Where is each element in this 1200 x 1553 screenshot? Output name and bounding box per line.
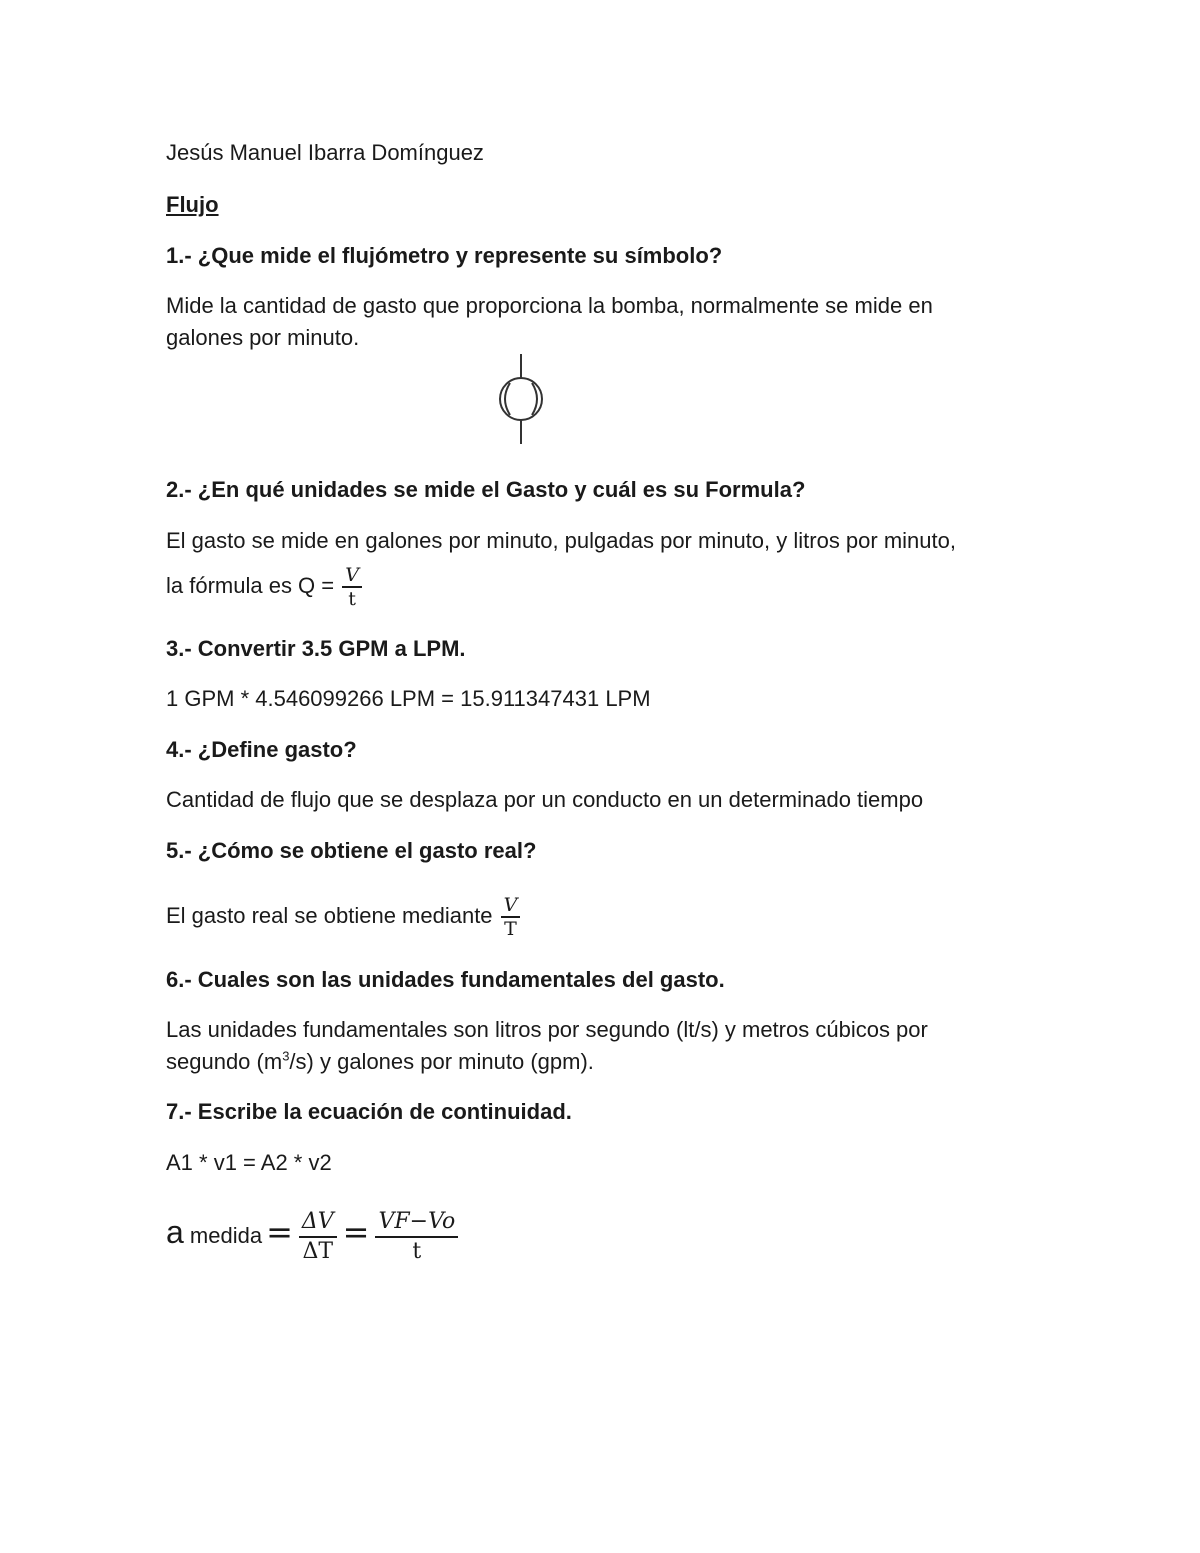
answer-6-line-1: Las unidades fundamentales son litros por segundo (lt/s) y metros cúbicos por — [166, 1017, 928, 1042]
acceleration-formula — [166, 1200, 460, 1268]
fraction-delta-v-over-delta-t — [299, 1208, 337, 1266]
section-heading: Flujo — [166, 192, 219, 217]
fraction-denominator: T — [504, 918, 517, 941]
answer-4: Cantidad de flujo que se desplaza por un conducto en un determinado tiempo — [166, 787, 924, 812]
flowmeter-symbol-icon — [496, 354, 546, 444]
fraction-v-over-T — [501, 894, 521, 940]
fraction-v-over-t — [342, 564, 362, 610]
answer-2-line-2 — [166, 560, 364, 612]
formula-label: medida — [183, 1223, 263, 1248]
formula-prefix: la fórmula es Q = — [166, 573, 341, 598]
answer-6-text-b: /s) y galones por minuto (gpm). — [289, 1049, 594, 1074]
answer-6-line-2 — [166, 1047, 594, 1077]
answer-5-prefix: El gasto real se obtiene mediante — [166, 903, 499, 928]
question-1: 1.- ¿Que mide el flujómetro y represente su símbolo? — [166, 243, 723, 268]
question-7: 7.- Escribe la ecuación de continuidad. — [166, 1099, 572, 1124]
answer-7: A1 * v1 = A2 * v2 — [166, 1150, 332, 1175]
answer-6-text-a: segundo (m — [166, 1049, 283, 1074]
question-5: 5.- ¿Cómo se obtiene el gasto real? — [166, 838, 537, 863]
question-3: 3.- Convertir 3.5 GPM a LPM. — [166, 636, 466, 661]
fraction-vf-minus-vo-over-t — [375, 1208, 458, 1266]
author-name: Jesús Manuel Ibarra Domínguez — [166, 140, 484, 165]
answer-1-line-2: galones por minuto. — [166, 325, 360, 350]
fraction-denominator: t — [412, 1239, 422, 1265]
fraction-denominator: t — [348, 588, 356, 611]
answer-2-line-1: El gasto se mide en galones por minuto, pulgadas por minuto, y litros por minuto, — [166, 528, 956, 553]
formula-a: a — [166, 1214, 184, 1250]
answer-3: 1 GPM * 4.546099266 LPM = 15.911347431 LPM — [166, 686, 651, 711]
formula-equals-1: = — [266, 1213, 293, 1251]
fraction-numerator: V — [342, 564, 362, 588]
question-6: 6.- Cuales son las unidades fundamentales del gasto. — [166, 967, 725, 992]
formula-equals-2: = — [342, 1213, 370, 1251]
answer-1-line-1: Mide la cantidad de gasto que proporciona la bomba, normalmente se mide en — [166, 293, 933, 318]
question-2: 2.- ¿En qué unidades se mide el Gasto y cuál es su Formula? — [166, 477, 806, 502]
question-4: 4.- ¿Define gasto? — [166, 737, 357, 762]
fraction-numerator: VF−Vo — [375, 1208, 458, 1238]
fraction-denominator: ΔT — [302, 1239, 334, 1265]
fraction-numerator: ΔV — [299, 1208, 337, 1238]
answer-5 — [166, 890, 522, 942]
superscript-3: 3 — [282, 1048, 290, 1064]
fraction-numerator: V — [501, 894, 521, 918]
